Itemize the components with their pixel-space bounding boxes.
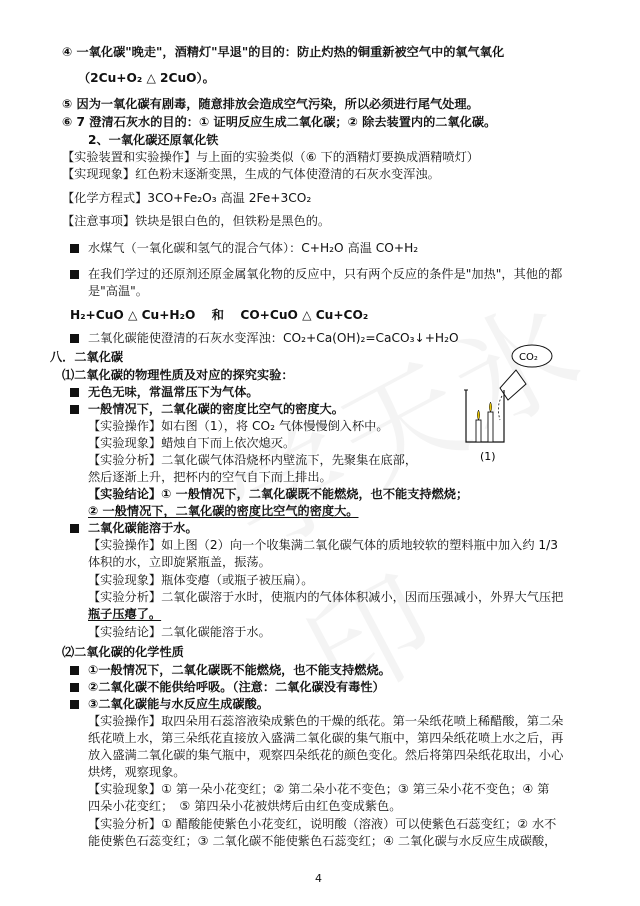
bullet-icon xyxy=(70,666,79,675)
subsection-heading: ⑴二氧化碳的物理性质及对应的探究实验： xyxy=(62,368,294,382)
line-13: 二氧化碳能使澄清的石灰水变浑浊：CO₂+Ca(OH)₂=CaCO₃↓+H₂O xyxy=(70,330,459,347)
section-heading: 八．二氧化碳 xyxy=(50,350,124,364)
line-7: 【化学方程式】3CO+Fe₂O₃ 高温 2Fe+3CO₂ xyxy=(62,191,312,205)
bullet-icon xyxy=(70,700,79,709)
bullet-icon xyxy=(70,334,79,343)
line-9: 水煤气（一氧化碳和氢气的混合气体）：C+H₂O 高温 CO+H₂ xyxy=(70,240,418,257)
bullet-icon xyxy=(70,270,79,279)
line-3: ⑥ 7 澄清石灰水的目的：① 证明反应生成二氧化碳；② 除去装置内的二氧化碳。 xyxy=(62,115,497,129)
page-number: 4 xyxy=(315,872,322,885)
line-23: ② 一般情况下，二氧化碳的密度比空气的密度大。 xyxy=(88,504,359,518)
figure-caption: (1) xyxy=(480,450,496,463)
line-20: 【实验分析】二氧化碳气体沿烧杯内壁流下，先聚集在底部， xyxy=(88,453,418,467)
bullet-icon xyxy=(70,244,79,253)
line-41: 【实验分析】① 醋酸能使紫色小花变红，说明酸（溶液）可以使紫色石蕊变红；② 水不 xyxy=(88,817,557,831)
line-35: 【实验操作】取四朵用石蕊溶液染成紫色的干燥的纸花。第一朵纸花喷上稀醋酸，第二朵 xyxy=(88,714,564,728)
line-30: 【实验结论】二氧化碳能溶于水。 xyxy=(88,625,271,639)
line-16: 无色无味，常温常压下为气体。 xyxy=(70,384,259,401)
bullet-icon xyxy=(70,388,79,397)
line-42: 能使紫色石蕊变红；③ 二氧化碳不能使紫色石蕊变红；④ 二氧化碳与水反应生成碳酸， xyxy=(88,834,557,848)
line-28: 【实验分析】二氧化碳溶于水时，使瓶内的气体体积减小，因而压强减小，外界大气压把 xyxy=(88,590,564,604)
line-24: 二氧化碳能溶于水。 xyxy=(70,520,198,537)
line-5: 【实验装置和实验操作】与上面的实验类似（⑥ 下的酒精灯要换成酒精喷灯） xyxy=(62,150,479,164)
line-27: 【实验现象】瓶体变瘪（或瓶子被压扁）。 xyxy=(88,573,314,587)
line-6: 【实现现象】红色粉末逐渐变黑，生成的气体使澄清的石灰水变浑浊。 xyxy=(62,167,440,181)
line-10: 在我们学过的还原剂还原金属氧化物的反应中，只有两个反应的条件是"加热"，其他的都 xyxy=(70,266,562,283)
line-37: 放入盛满二氧化碳的集气瓶中，观察四朵纸花的颜色变化。然后将第四朵纸花取出，小心 xyxy=(88,748,564,762)
line-1: （2Cu+O₂ △ 2CuO）。 xyxy=(78,71,215,85)
beaker-candles-diagram xyxy=(456,340,576,468)
line-17: 一般情况下，二氧化碳的密度比空气的密度大。 xyxy=(70,401,344,418)
subsection-heading-2: ⑵二氧化碳的化学性质 xyxy=(62,645,184,659)
line-4: 2、一氧化碳还原氧化铁 xyxy=(88,133,219,147)
line-33: ②二氧化碳不能供给呼吸。（注意：二氧化碳没有毒性） xyxy=(70,679,385,696)
line-38: 烘烤，观察现象。 xyxy=(88,765,186,779)
gas-label: CO₂ xyxy=(519,352,538,363)
line-39: 【实验现象】① 第一朵小花变红；② 第二朵小花不变色；③ 第三朵小花不变色；④ 第 xyxy=(88,782,550,796)
line-29: 瓶子压瘪了。 xyxy=(88,607,162,621)
line-11: 是"高温"。 xyxy=(88,284,148,298)
line-40: 四朵小花变红； ⑤ 第四朵小花被烘烤后由红色变成紫色。 xyxy=(88,799,402,813)
line-32: ①一般情况下，二氧化碳既不能燃烧，也不能支持燃烧。 xyxy=(70,662,391,679)
line-8: 【注意事项】铁块是银白色的，但铁粉是黑色的。 xyxy=(62,214,331,228)
bullet-icon xyxy=(70,524,79,533)
line-25: 【实验操作】如上图（2）向一个收集满二氧化碳气体的质地较软的塑料瓶中加入约 1/3 xyxy=(88,538,558,552)
bullet-icon xyxy=(70,683,79,692)
line-21: 然后逐渐上升，把杯内的空气自下而上排出。 xyxy=(88,470,332,484)
bullet-icon xyxy=(70,405,79,414)
line-0: ④ 一氧化碳"晚走"，酒精灯"早退"的目的：防止灼热的铜重新被空气中的氧气氧化 xyxy=(62,45,505,59)
line-2: ⑤ 因为一氧化碳有剧毒，随意排放会造成空气污染，所以必须进行尾气处理。 xyxy=(62,97,479,111)
line-12: H₂+CuO △ Cu+H₂O 和 CO+CuO △ Cu+CO₂ xyxy=(70,308,369,322)
beaker-figure xyxy=(456,340,576,468)
line-22: 【实验结论】① 一般情况下，二氧化碳既不能燃烧，也不能支持燃烧； xyxy=(88,487,469,501)
line-36: 纸花喷上水，第三朵纸花直接放入盛满二氧化碳的集气瓶中，第四朵纸花喷上水之后，再 xyxy=(88,731,564,745)
line-26: 体积的水，立即旋紧瓶盖，振荡。 xyxy=(88,555,271,569)
line-19: 【实验现象】蜡烛自下而上依次熄灭。 xyxy=(88,436,296,450)
line-34: ③二氧化碳能与水反应生成碳酸。 xyxy=(70,696,269,713)
line-18: 【实验操作】如右图（1），将 CO₂ 气体慢慢倒入杯中。 xyxy=(88,419,389,433)
